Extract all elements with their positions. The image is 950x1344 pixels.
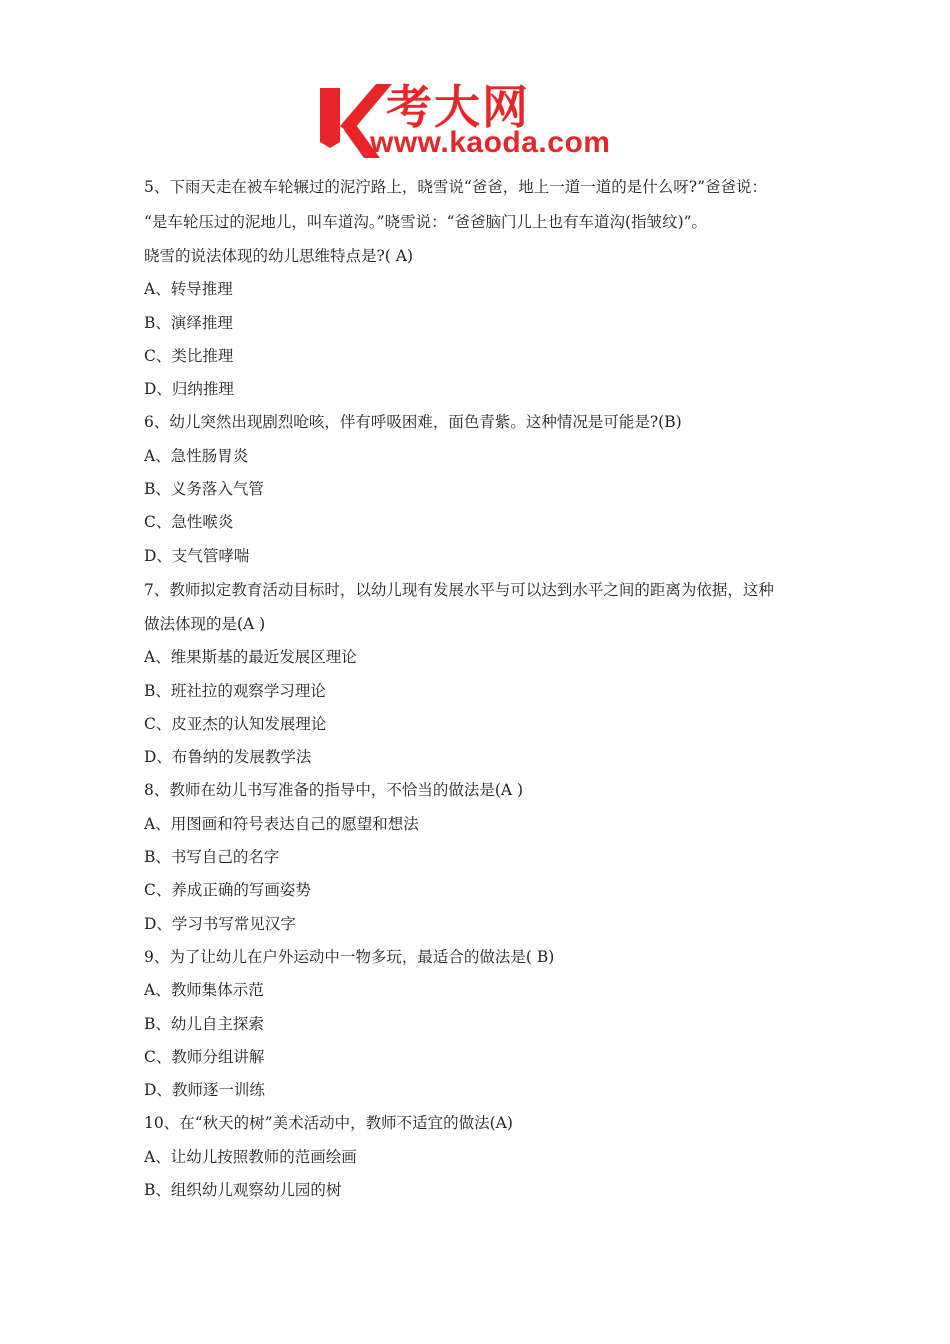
text-line: 7、教师拟定教育活动目标时，以幼儿现有发展水平与可以达到水平之间的距离为依据，这种 xyxy=(144,580,774,599)
text-line: 10、在“秋天的树”美术活动中，教师不适宜的做法(A) xyxy=(144,1114,513,1133)
text-line: C、教师分组讲解 xyxy=(144,1047,265,1066)
text-line: D、布鲁纳的发展教学法 xyxy=(144,748,312,767)
text-line: 6、幼儿突然出现剧烈呛咳，伴有呼吸困难，面色青紫。这种情况是可能是?(B) xyxy=(144,413,682,432)
question-text xyxy=(144,170,824,1207)
text-line: A、让幼儿按照教师的范画绘画 xyxy=(144,1147,357,1166)
text-line: A、急性肠胃炎 xyxy=(144,446,249,465)
text-line: “是车轮压过的泥地儿，叫车道沟。”晓雪说：“爸爸脑门儿上也有车道沟(指皱纹)”。 xyxy=(144,213,708,231)
text-line: 8、教师在幼儿书写准备的指导中，不恰当的做法是(A ) xyxy=(144,781,524,800)
text-line: 做法体现的是(A ) xyxy=(144,614,266,633)
text-line: 晓雪的说法体现的幼儿思维特点是?( A) xyxy=(144,247,414,265)
text-line: A、维果斯基的最近发展区理论 xyxy=(144,648,357,667)
text-line: B、演绎推理 xyxy=(144,313,233,332)
text-line: A、用图画和符号表达自己的愿望和想法 xyxy=(144,814,419,833)
text-line: 5、下雨天走在被车轮辗过的泥泞路上，晓雪说“爸爸，地上一道一道的是什么呀?”爸爸说： xyxy=(144,178,768,196)
text-line: C、急性喉炎 xyxy=(144,513,234,532)
text-line: D、教师逐一训练 xyxy=(144,1081,265,1100)
text-line: B、书写自己的名字 xyxy=(144,848,280,867)
text-line: D、支气管哮喘 xyxy=(144,546,250,565)
text-line: B、班社拉的观察学习理论 xyxy=(144,681,326,700)
text-line: A、教师集体示范 xyxy=(144,981,264,1000)
text-line: B、义务落入气管 xyxy=(144,480,264,499)
text-line: C、类比推理 xyxy=(144,346,234,365)
text-line: 9、为了让幼儿在户外运动中一物多玩，最适合的做法是( B) xyxy=(144,947,555,966)
logo-chinese-text: 考大网 xyxy=(386,80,530,134)
logo-url-text: www.kaoda.com xyxy=(370,126,611,159)
text-line: D、学习书写常见汉字 xyxy=(144,914,296,933)
text-line: B、组织幼儿观察幼儿园的树 xyxy=(144,1181,342,1200)
text-line: A、转导推理 xyxy=(144,280,233,299)
text-line: C、养成正确的写画姿势 xyxy=(144,881,311,900)
text-line: D、归纳推理 xyxy=(144,380,234,399)
text-line: C、皮亚杰的认知发展理论 xyxy=(144,714,327,733)
kaoda-logo xyxy=(318,82,648,162)
text-line: B、幼儿自主探索 xyxy=(144,1014,264,1033)
